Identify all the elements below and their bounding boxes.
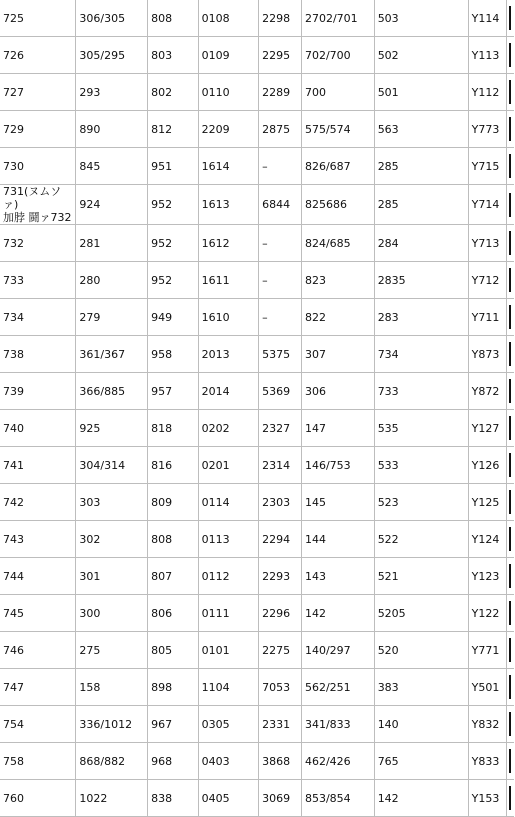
table-row: [0, 336, 514, 373]
table-cell-col2: 300: [76, 595, 148, 632]
edge-bar: [509, 490, 511, 514]
table-cell-col4: 0108: [198, 0, 259, 37]
table-cell-col7: 383: [374, 669, 468, 706]
table-cell-col8: Y501: [468, 669, 506, 706]
table-cell-col1: 754: [0, 706, 76, 743]
table-cell-col4: 0110: [198, 74, 259, 111]
table-cell-col3: 838: [148, 780, 199, 817]
row-edge-marker: [506, 111, 514, 148]
table-cell-col2: 306/305: [76, 0, 148, 37]
edge-bar: [509, 416, 511, 440]
edge-bar: [509, 305, 511, 329]
table-cell-col5: 2331: [259, 706, 302, 743]
edge-bar: [509, 43, 511, 67]
table-cell-col3: 949: [148, 299, 199, 336]
row-edge-marker: [506, 632, 514, 669]
table-cell-col4: 1610: [198, 299, 259, 336]
table-cell-col2: 868/882: [76, 743, 148, 780]
table-cell-col2: 280: [76, 262, 148, 299]
table-cell-col6: 147: [301, 410, 374, 447]
table-cell-col8: Y112: [468, 74, 506, 111]
table-cell-col2: 890: [76, 111, 148, 148]
table-cell-col2: 279: [76, 299, 148, 336]
row-edge-marker: [506, 595, 514, 632]
table-cell-col5: 2294: [259, 521, 302, 558]
table-cell-col6: 306: [301, 373, 374, 410]
table-cell-col8: Y114: [468, 0, 506, 37]
table-cell-col6: 462/426: [301, 743, 374, 780]
table-cell-col4: 0202: [198, 410, 259, 447]
table-cell-col1: 725: [0, 0, 76, 37]
table-cell-col6: 143: [301, 558, 374, 595]
table-cell-col2: 845: [76, 148, 148, 185]
table-cell-col2: 924: [76, 185, 148, 225]
edge-bar: [509, 193, 511, 217]
table-row: [0, 262, 514, 299]
table-cell-col3: 807: [148, 558, 199, 595]
table-cell-col4: 1613: [198, 185, 259, 225]
table-cell-col6: 140/297: [301, 632, 374, 669]
row-edge-marker: [506, 743, 514, 780]
table-cell-col8: Y113: [468, 37, 506, 74]
table-cell-col7: 285: [374, 185, 468, 225]
table-cell-col7: 765: [374, 743, 468, 780]
table-cell-col1: 734: [0, 299, 76, 336]
table-cell-col3: 806: [148, 595, 199, 632]
table-row: [0, 410, 514, 447]
table-cell-col3: 808: [148, 0, 199, 37]
table-cell-col2: 925: [76, 410, 148, 447]
table-cell-col7: 283: [374, 299, 468, 336]
table-cell-col3: 898: [148, 669, 199, 706]
table-cell-col7: 140: [374, 706, 468, 743]
table-cell-col4: 0405: [198, 780, 259, 817]
table-cell-col4: 0114: [198, 484, 259, 521]
table-cell-col8: Y711: [468, 299, 506, 336]
table-cell-col6: 826/687: [301, 148, 374, 185]
table-row: [0, 299, 514, 336]
row-edge-marker: [506, 706, 514, 743]
row-edge-marker: [506, 780, 514, 817]
row-edge-marker: [506, 148, 514, 185]
table-cell-col2: 336/1012: [76, 706, 148, 743]
table-cell-col4: 1104: [198, 669, 259, 706]
table-cell-col3: 957: [148, 373, 199, 410]
cell-line-1: 731(ヌムソァ): [3, 185, 62, 211]
row-edge-marker: [506, 0, 514, 37]
table-cell-col3: 805: [148, 632, 199, 669]
table-row: [0, 558, 514, 595]
table-cell-col1: 745: [0, 595, 76, 632]
table-cell-col1: 739: [0, 373, 76, 410]
table-cell-col7: 5205: [374, 595, 468, 632]
edge-bar: [509, 712, 511, 736]
table-cell-col6: 146/753: [301, 447, 374, 484]
row-edge-marker: [506, 74, 514, 111]
table-cell-col1: 758: [0, 743, 76, 780]
table-cell-col3: 958: [148, 336, 199, 373]
edge-bar: [509, 638, 511, 662]
table-cell-col1: 747: [0, 669, 76, 706]
table-cell-col4: 0403: [198, 743, 259, 780]
table-cell-col1: 740: [0, 410, 76, 447]
table-cell-col1: 741: [0, 447, 76, 484]
table-cell-col2: 301: [76, 558, 148, 595]
table-cell-col3: 952: [148, 262, 199, 299]
row-edge-marker: [506, 299, 514, 336]
table-cell-col7: 2835: [374, 262, 468, 299]
table-cell-col7: 533: [374, 447, 468, 484]
table-cell-col3: 818: [148, 410, 199, 447]
table-cell-col8: Y713: [468, 225, 506, 262]
table-cell-col5: 2289: [259, 74, 302, 111]
table-cell-col5: 5375: [259, 336, 302, 373]
table-cell-col8: Y872: [468, 373, 506, 410]
table-row: [0, 632, 514, 669]
row-edge-marker: [506, 37, 514, 74]
table-cell-col5: –: [259, 299, 302, 336]
table-cell-col2: 158: [76, 669, 148, 706]
table-cell-col1: [0, 185, 76, 225]
table-cell-col7: 522: [374, 521, 468, 558]
table-cell-col7: 284: [374, 225, 468, 262]
row-edge-marker: [506, 225, 514, 262]
table-cell-col1: 733: [0, 262, 76, 299]
row-edge-marker: [506, 558, 514, 595]
table-cell-col3: 968: [148, 743, 199, 780]
table-cell-col1: 760: [0, 780, 76, 817]
table-cell-col8: Y122: [468, 595, 506, 632]
table-cell-col5: 2314: [259, 447, 302, 484]
table-cell-col5: 2298: [259, 0, 302, 37]
table-cell-col4: 1612: [198, 225, 259, 262]
row-edge-marker: [506, 521, 514, 558]
edge-bar: [509, 342, 511, 366]
table-cell-col2: 293: [76, 74, 148, 111]
table-cell-col1: 727: [0, 74, 76, 111]
table-cell-col1: 744: [0, 558, 76, 595]
table-row: [0, 447, 514, 484]
table-cell-col8: Y715: [468, 148, 506, 185]
table-cell-col5: 2327: [259, 410, 302, 447]
table-cell-col1: 730: [0, 148, 76, 185]
table-cell-col1: 738: [0, 336, 76, 373]
table-cell-col6: 2702/701: [301, 0, 374, 37]
table-cell-col8: Y125: [468, 484, 506, 521]
row-edge-marker: [506, 185, 514, 225]
table-cell-col2: 281: [76, 225, 148, 262]
table-cell-col6: 142: [301, 595, 374, 632]
table-cell-col6: 575/574: [301, 111, 374, 148]
edge-bar: [509, 675, 511, 699]
table-cell-col6: 824/685: [301, 225, 374, 262]
table-cell-col1: 743: [0, 521, 76, 558]
table-cell-col6: 307: [301, 336, 374, 373]
table-cell-col8: Y124: [468, 521, 506, 558]
table-cell-col6: 562/251: [301, 669, 374, 706]
table-cell-col8: Y123: [468, 558, 506, 595]
table-cell-col2: 361/367: [76, 336, 148, 373]
table-cell-col8: Y126: [468, 447, 506, 484]
table-cell-col8: Y773: [468, 111, 506, 148]
table-cell-col2: 366/885: [76, 373, 148, 410]
table-cell-col2: 304/314: [76, 447, 148, 484]
table-cell-col6: 144: [301, 521, 374, 558]
row-edge-marker: [506, 373, 514, 410]
table-cell-col5: –: [259, 225, 302, 262]
table-cell-col2: 275: [76, 632, 148, 669]
cell-line-2: 加脖 鬪ァ732: [3, 211, 72, 224]
table-cell-col5: 6844: [259, 185, 302, 225]
edge-bar: [509, 564, 511, 588]
row-edge-marker: [506, 410, 514, 447]
table-cell-col2: 302: [76, 521, 148, 558]
table-cell-col6: 822: [301, 299, 374, 336]
table-cell-col7: 285: [374, 148, 468, 185]
table-cell-col7: 501: [374, 74, 468, 111]
table-cell-col3: 809: [148, 484, 199, 521]
edge-bar: [509, 117, 511, 141]
table-row: [0, 484, 514, 521]
table-cell-col5: –: [259, 148, 302, 185]
table-cell-col4: 2014: [198, 373, 259, 410]
table-cell-col2: 305/295: [76, 37, 148, 74]
edge-bar: [509, 268, 511, 292]
table-cell-col8: Y833: [468, 743, 506, 780]
table-cell-col7: 520: [374, 632, 468, 669]
table-cell-col8: Y873: [468, 336, 506, 373]
row-edge-marker: [506, 447, 514, 484]
table-cell-col6: 823: [301, 262, 374, 299]
table-cell-col1: 729: [0, 111, 76, 148]
table-cell-col3: 952: [148, 225, 199, 262]
table-cell-col6: 702/700: [301, 37, 374, 74]
edge-bar: [509, 231, 511, 255]
table-cell-col4: 1611: [198, 262, 259, 299]
table-cell-col5: 2275: [259, 632, 302, 669]
table-cell-col8: Y712: [468, 262, 506, 299]
table-cell-col5: –: [259, 262, 302, 299]
table-row: [0, 111, 514, 148]
table-cell-col5: 2293: [259, 558, 302, 595]
table-cell-col5: 3069: [259, 780, 302, 817]
table-cell-col4: 0305: [198, 706, 259, 743]
table-row: [0, 669, 514, 706]
table-row: [0, 521, 514, 558]
edge-bar: [509, 6, 511, 30]
table-cell-col4: 0111: [198, 595, 259, 632]
table-row: [0, 225, 514, 262]
table-cell-col5: 5369: [259, 373, 302, 410]
table-row: [0, 148, 514, 185]
table-cell-col7: 523: [374, 484, 468, 521]
table-row: [0, 373, 514, 410]
table-cell-col7: 563: [374, 111, 468, 148]
table-cell-col3: 812: [148, 111, 199, 148]
table-cell-col7: 535: [374, 410, 468, 447]
table-cell-col3: 802: [148, 74, 199, 111]
table-cell-col5: 3868: [259, 743, 302, 780]
table-row: [0, 780, 514, 817]
edge-bar: [509, 154, 511, 178]
row-edge-marker: [506, 262, 514, 299]
table-cell-col4: 0113: [198, 521, 259, 558]
row-edge-marker: [506, 484, 514, 521]
table-cell-col1: 742: [0, 484, 76, 521]
table-cell-col8: Y714: [468, 185, 506, 225]
table-row: [0, 595, 514, 632]
table-cell-col6: 145: [301, 484, 374, 521]
edge-bar: [509, 749, 511, 773]
table-row: [0, 743, 514, 780]
table-row: [0, 74, 514, 111]
table-cell-col7: 733: [374, 373, 468, 410]
table-cell-col5: 2303: [259, 484, 302, 521]
table-cell-col5: 7053: [259, 669, 302, 706]
edge-bar: [509, 379, 511, 403]
table-cell-col3: 816: [148, 447, 199, 484]
table-cell-col4: 2013: [198, 336, 259, 373]
table-cell-col4: 0201: [198, 447, 259, 484]
edge-bar: [509, 786, 511, 810]
table-cell-col1: 726: [0, 37, 76, 74]
table-cell-col5: 2295: [259, 37, 302, 74]
table-cell-col4: 0109: [198, 37, 259, 74]
table-row: [0, 706, 514, 743]
table-cell-col1: 732: [0, 225, 76, 262]
edge-bar: [509, 601, 511, 625]
table-cell-col3: 808: [148, 521, 199, 558]
table-cell-col6: 853/854: [301, 780, 374, 817]
table-row: [0, 185, 514, 225]
table-cell-col3: 803: [148, 37, 199, 74]
table-cell-col3: 951: [148, 148, 199, 185]
table-cell-col8: Y127: [468, 410, 506, 447]
table-cell-col7: 142: [374, 780, 468, 817]
table-cell-col3: 952: [148, 185, 199, 225]
edge-bar: [509, 453, 511, 477]
table-row: [0, 0, 514, 37]
table-cell-col7: 503: [374, 0, 468, 37]
table-row: [0, 37, 514, 74]
table-cell-col6: 341/833: [301, 706, 374, 743]
table-cell-col4: 1614: [198, 148, 259, 185]
table-cell-col2: 303: [76, 484, 148, 521]
table-cell-col1: 746: [0, 632, 76, 669]
table-cell-col7: 502: [374, 37, 468, 74]
table-cell-col6: 700: [301, 74, 374, 111]
table-cell-col8: Y153: [468, 780, 506, 817]
row-edge-marker: [506, 336, 514, 373]
table-cell-col5: 2875: [259, 111, 302, 148]
edge-bar: [509, 80, 511, 104]
table-cell-col7: 521: [374, 558, 468, 595]
table-cell-col8: Y771: [468, 632, 506, 669]
table-cell-col4: 2209: [198, 111, 259, 148]
row-edge-marker: [506, 669, 514, 706]
table-cell-col6: 825686: [301, 185, 374, 225]
edge-bar: [509, 527, 511, 551]
table-cell-col8: Y832: [468, 706, 506, 743]
table-cell-col2: 1022: [76, 780, 148, 817]
table-cell-col5: 2296: [259, 595, 302, 632]
table-cell-col7: 734: [374, 336, 468, 373]
table-cell-col4: 0112: [198, 558, 259, 595]
table-cell-col3: 967: [148, 706, 199, 743]
table-cell-col4: 0101: [198, 632, 259, 669]
